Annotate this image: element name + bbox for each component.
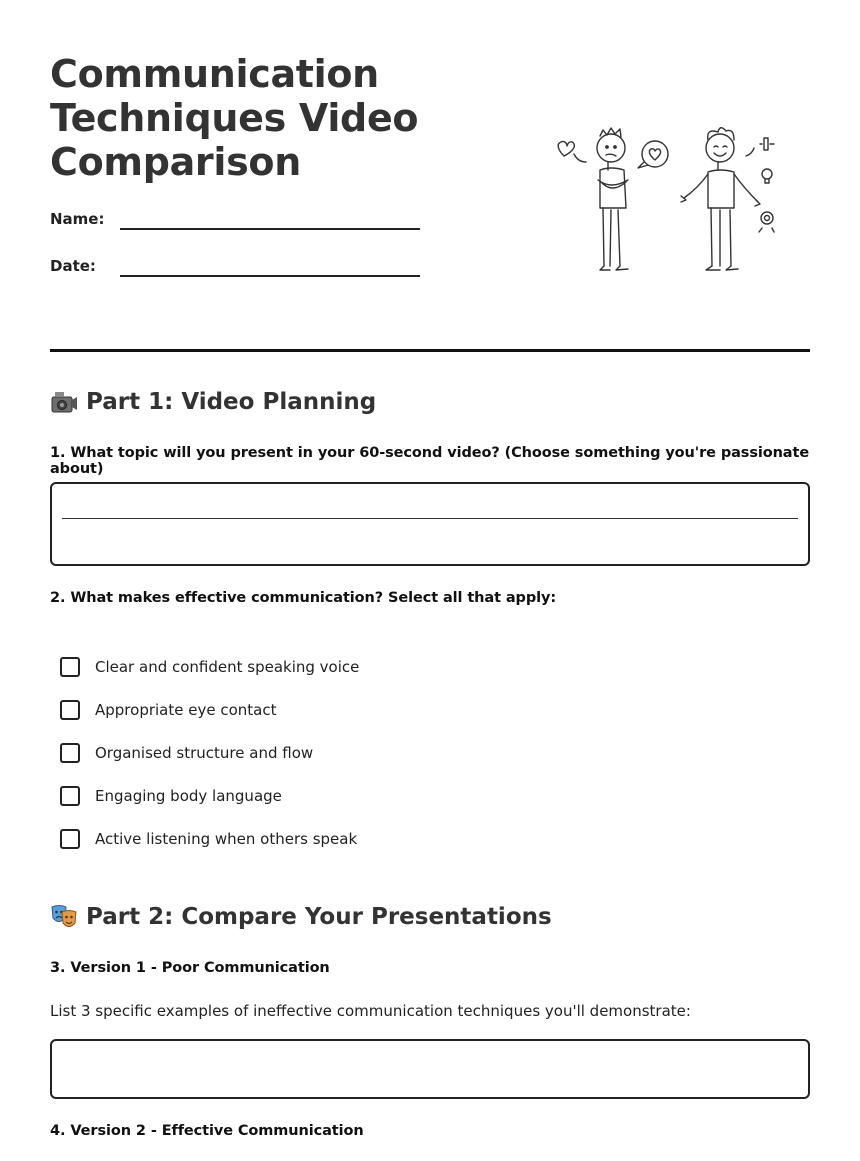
- section-divider: [50, 349, 810, 352]
- gear-icon: [759, 212, 774, 232]
- video-camera-icon: [50, 388, 78, 416]
- checkbox[interactable]: [60, 743, 80, 763]
- name-field[interactable]: [50, 210, 420, 240]
- date-label: Date:: [50, 257, 96, 275]
- option-body-language[interactable]: [60, 784, 282, 808]
- checkbox[interactable]: [60, 700, 80, 720]
- option-active-listening[interactable]: [60, 827, 357, 851]
- answer-line: [62, 518, 798, 519]
- speech-bubble-icon: [638, 141, 668, 168]
- option-label: Appropriate eye contact: [95, 701, 277, 719]
- name-input-line[interactable]: [120, 228, 420, 230]
- name-label: Name:: [50, 210, 105, 228]
- date-field[interactable]: [50, 257, 420, 287]
- lightbulb-icon: [762, 169, 772, 183]
- question-2: 2. What makes effective communication? Select all that apply:: [50, 590, 557, 606]
- question-1: 1. What topic will you present in your 60-second video? (Choose something you're passionate about): [50, 445, 810, 477]
- heart-icon: [558, 141, 574, 156]
- option-label: Engaging body language: [95, 787, 282, 805]
- option-clear-voice[interactable]: [60, 655, 359, 679]
- date-input-line[interactable]: [120, 275, 420, 277]
- question-3-instruction: List 3 specific examples of ineffective communication techniques you'll demonstrate:: [50, 1002, 691, 1020]
- page-title: Communication Techniques Video Comparison: [50, 52, 419, 184]
- part1-title: Part 1: Video Planning: [86, 389, 377, 415]
- part2-heading: [50, 903, 552, 931]
- two-people-illustration: [548, 118, 784, 278]
- checkbox[interactable]: [60, 786, 80, 806]
- option-label: Organised structure and flow: [95, 744, 314, 762]
- theater-masks-icon: [50, 903, 78, 931]
- checkbox[interactable]: [60, 829, 80, 849]
- question-4: 4. Version 2 - Effective Communication: [50, 1123, 364, 1139]
- explaining-person: [681, 128, 760, 270]
- option-label: Active listening when others speak: [95, 830, 358, 848]
- option-structure[interactable]: [60, 741, 313, 765]
- checkbox[interactable]: [60, 657, 80, 677]
- option-label: Clear and confident speaking voice: [95, 658, 360, 676]
- part1-heading: [50, 388, 376, 416]
- part2-title: Part 2: Compare Your Presentations: [86, 904, 552, 930]
- question-3: 3. Version 1 - Poor Communication: [50, 960, 330, 976]
- confused-person: [597, 128, 628, 270]
- option-eye-contact[interactable]: [60, 698, 276, 722]
- sound-icon: [760, 138, 774, 150]
- topic-answer-box[interactable]: [50, 482, 810, 566]
- poor-communication-answer-box[interactable]: [50, 1039, 810, 1099]
